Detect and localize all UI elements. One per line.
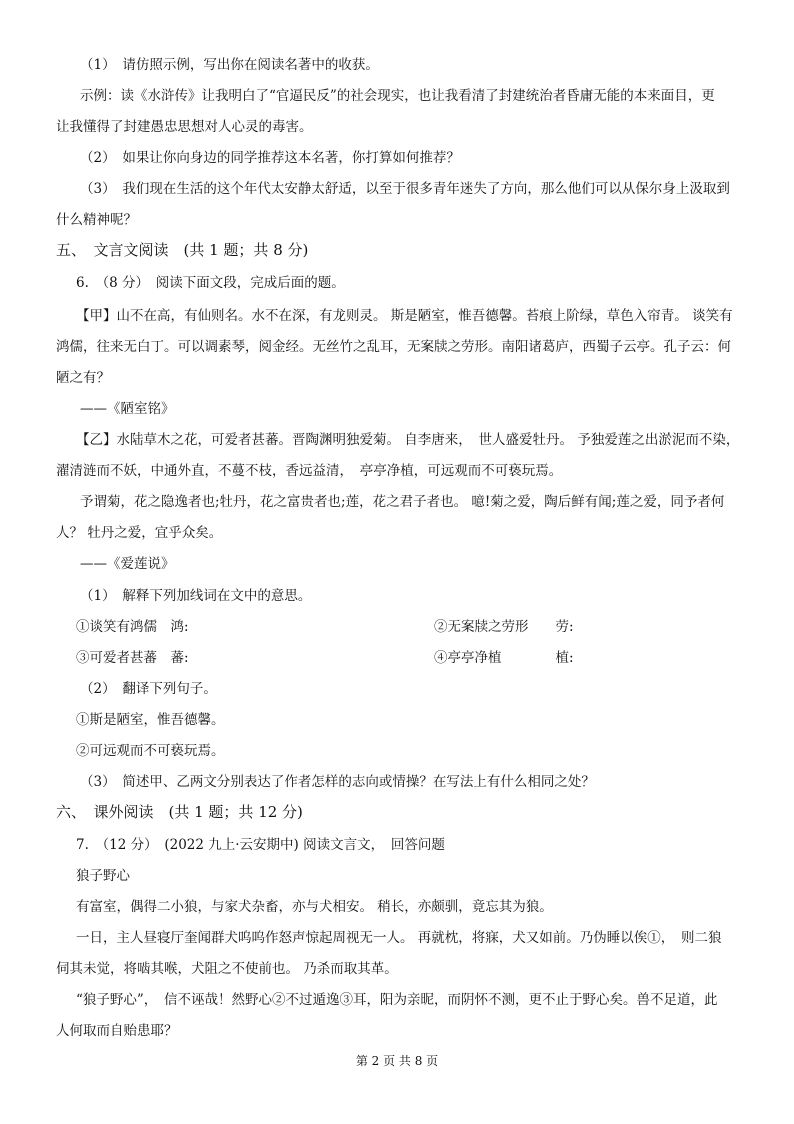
section-5-heading: 五、 文言文阅读 (共 1 题；共 8 分)	[56, 241, 309, 259]
subq-2-prompt: （2） 翻译下列句子。	[80, 681, 217, 697]
q3-prompt-line-2: 什么精神呢？	[56, 212, 137, 228]
passage-line-4: “狼子野心”， 信不诬哉！然野心②不过遁逸③耳，阳为亲昵，而阴怀不测，更不止于野心矣。兽不足道，此	[76, 992, 718, 1008]
section-6-heading: 六、 课外阅读 (共 1 题；共 12 分)	[56, 803, 303, 821]
passage-jia-line-2: 鸿儒，往来无白丁。可以调素琴，阅金经。无丝竹之乱耳，无案牍之劳形。南阳诸葛庐，西蜀子云亭。孔子云：何	[56, 339, 731, 355]
q3-prompt-line-1: （3） 我们现在生活的这个年代太安静太舒适，以至于很多青年迷失了方向，那么他们可以从保尔身上汲取到	[80, 181, 730, 197]
example-line-2: 让我懂得了封建愚忠思想对人心灵的毒害。	[56, 119, 313, 135]
passage-jia-line-3: 陋之有？	[56, 370, 110, 386]
passage-yi-source: ——《爱莲说》	[80, 556, 175, 572]
passage-jia-source: ——《陋室铭》	[80, 401, 175, 417]
subq-2-item-1: ①斯是陋室，惟吾德馨。	[76, 712, 225, 728]
q1-prompt: （1） 请仿照示例，写出你在阅读名著中的收获。	[80, 57, 379, 73]
example-line-1: 示例：读《水浒传》让我明白了“官逼民反”的社会现实，也让我看清了封建统治者昏庸无能的本来面目，更	[80, 88, 715, 104]
page-footer: 第 2 页 共 8 页	[355, 1054, 439, 1068]
q2-prompt: （2） 如果让你向身边的同学推荐这本名著，你打算如何推荐？	[80, 150, 460, 166]
passage-yi-line-3: 予谓菊，花之隐逸者也;牡丹，花之富贵者也;莲，花之君子者也。 噫!菊之爱，陶后鲜有闻;莲之爱，同予者何	[80, 494, 725, 510]
passage-line-2: 一日，主人昼寝厅奎闻群犬呜呜作怒声惊起周视无一人。 再就枕，将寐，犬又如前。乃伪睡以俟①， 则二狼	[76, 930, 722, 946]
subq-1-item-3: ③可爱者甚蕃 蕃:	[76, 650, 189, 666]
passage-line-1: 有富室，偶得二小狼，与家犬杂畜，亦与犬相安。 稍长，亦颇驯，竟忘其为狼。	[76, 899, 553, 915]
subq-2-item-2: ②可远观而不可亵玩焉。	[76, 743, 225, 759]
question-7-header: 7. （12 分） (2022 九上·云安期中) 阅读文言文， 回答问题	[76, 837, 445, 853]
subq-1-prompt: （1） 解释下列加线词在文中的意思。	[80, 588, 312, 604]
subq-3-prompt: （3） 简述甲、乙两文分别表达了作者怎样的志向或情操？在写法上有什么相同之处？	[80, 774, 595, 790]
question-6-header: 6. （8 分） 阅读下面文段，完成后面的题。	[76, 275, 345, 291]
passage-jia-line-1: 【甲】山不在高，有仙则名。水不在深，有龙则灵。 斯是陋室，惟吾德馨。苔痕上阶绿，草色入帘青。 谈笑有	[76, 308, 733, 324]
passage-yi-line-2: 濯清涟而不妖，中通外直，不蔓不枝，香远益清， 亭亭净植，可远观而不可亵玩焉。	[56, 463, 563, 479]
passage-yi-line-1: 【乙】水陆草木之花，可爱者甚蕃。晋陶渊明独爱菊。 自李唐来， 世人盛爱牡丹。 予独爱莲之出淤泥而不染，	[76, 432, 740, 448]
passage-title: 狼子野心	[76, 868, 130, 884]
subq-1-item-1: ①谈笑有鸿儒 鸿:	[76, 619, 189, 635]
subq-1-item-2: ②无案牍之劳形 劳:	[434, 619, 574, 635]
subq-1-item-4: ④亭亭净植 植:	[434, 650, 574, 666]
passage-line-3: 伺其未觉，将啮其喉，犬阻之不使前也。 乃杀而取其革。	[56, 961, 398, 977]
passage-line-5: 人何取而自贻患耶？	[56, 1023, 178, 1039]
passage-yi-line-4: 人？ 牡丹之爱，宜乎众矣。	[56, 525, 223, 541]
